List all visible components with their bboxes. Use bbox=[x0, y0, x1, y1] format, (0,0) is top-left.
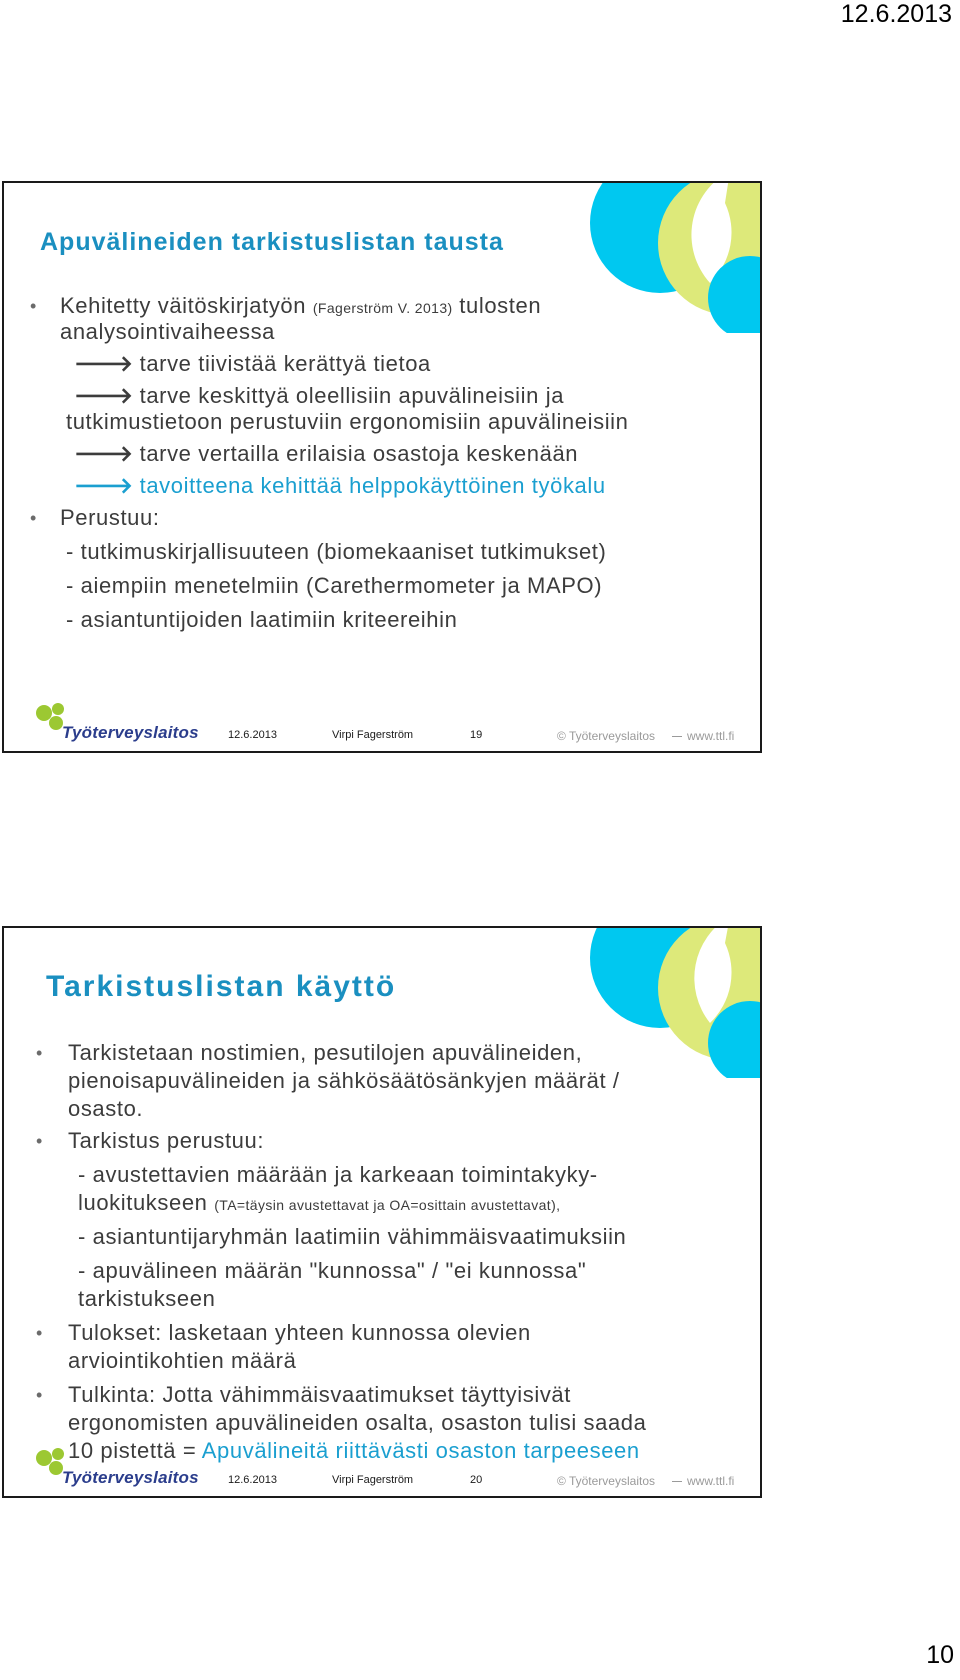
text-line: tarkistukseen bbox=[78, 1286, 216, 1311]
text-line: 10 pistettä = Apuvälineitä riittävästi osaston tarpeeseen bbox=[68, 1438, 640, 1463]
slide-footer bbox=[4, 1446, 760, 1496]
bullet: • bbox=[36, 1043, 43, 1063]
page-number: 10 bbox=[926, 1641, 954, 1669]
slide-footer bbox=[4, 701, 760, 751]
decorative-circles bbox=[590, 928, 760, 1078]
text-line: Tarkistetaan nostimien, pesutilojen apuvälineiden, bbox=[68, 1040, 583, 1065]
bullet: • bbox=[36, 1385, 43, 1405]
footer-copyright: © Työterveyslaitos bbox=[557, 729, 655, 743]
slide-title: Apuvälineiden tarkistuslistan tausta bbox=[40, 228, 504, 256]
footer-author: Virpi Fagerström bbox=[332, 1474, 414, 1486]
arrow-right-icon: 🡒 bbox=[74, 441, 134, 466]
footer-separator bbox=[672, 1481, 682, 1482]
arrow-right-icon: 🡒 bbox=[74, 473, 134, 498]
text-line: 🡒 tavoitteena kehittää helppokäyttöinen työkalu bbox=[74, 473, 606, 498]
text-line: tutkimustietoon perustuviin ergonomisiin apuvälineisiin bbox=[66, 409, 629, 434]
bullet: • bbox=[30, 296, 37, 316]
text-line: luokitukseen (TA=täysin avustettavat ja OA=osittain avustettavat), bbox=[78, 1190, 561, 1215]
arrow-right-icon: 🡒 bbox=[74, 383, 134, 408]
footer-url: www.ttl.fi bbox=[687, 729, 735, 743]
slide-title: Tarkistuslistan käyttö bbox=[46, 970, 397, 1003]
ttl-logo: Työterveyslaitos bbox=[34, 701, 184, 747]
arrow-right-icon: 🡒 bbox=[74, 351, 134, 376]
text-line: 🡒 tarve tiivistää kerättyä tietoa bbox=[74, 351, 431, 376]
text-line: 🡒 tarve vertailla erilaisia osastoja keskenään bbox=[74, 441, 579, 466]
text-line: Kehitetty väitöskirjatyön (Fagerström V. 2013) tulosten bbox=[60, 293, 542, 318]
bullet: • bbox=[36, 1323, 43, 1343]
footer-author: Virpi Fagerström bbox=[332, 729, 414, 741]
text-line: Tarkistus perustuu: bbox=[68, 1128, 265, 1153]
text-line: - aiempiin menetelmiin (Carethermometer ja MAPO) bbox=[66, 573, 603, 598]
bullet: • bbox=[30, 508, 37, 528]
decorative-circles bbox=[590, 183, 760, 333]
text-line: Tulkinta: Jotta vähimmäisvaatimukset täyttyisivät bbox=[68, 1382, 571, 1407]
text-line: ergonomisten apuvälineiden osalta, osaston tulisi saada bbox=[68, 1410, 647, 1435]
text-line: - apuvälineen määrän "kunnossa" / "ei kunnossa" bbox=[78, 1258, 587, 1283]
text-line: pienoisapuvälineiden ja sähkösäätösänkyjen määrät / bbox=[68, 1068, 620, 1093]
footer-copyright: © Työterveyslaitos bbox=[557, 1474, 655, 1488]
page-date: 12.6.2013 bbox=[840, 0, 952, 28]
text-line: - asiantuntijoiden laatimiin kriteereihin bbox=[66, 607, 458, 632]
text-line: - avustettavien määrään ja karkeaan toimintakyky- bbox=[78, 1162, 598, 1187]
text-line: Perustuu: bbox=[60, 505, 160, 530]
footer-date: 12.6.2013 bbox=[228, 729, 277, 741]
footer-separator bbox=[672, 736, 682, 737]
text-line: arviointikohtien määrä bbox=[68, 1348, 297, 1373]
footer-page-number: 19 bbox=[470, 729, 483, 741]
text-line: osasto. bbox=[68, 1096, 144, 1121]
ttl-logo: Työterveyslaitos bbox=[34, 1446, 184, 1492]
bullet: • bbox=[36, 1131, 43, 1151]
text-line: - tutkimuskirjallisuuteen (biomekaaniset tutkimukset) bbox=[66, 539, 607, 564]
footer-url: www.ttl.fi bbox=[687, 1474, 735, 1488]
footer-page-number: 20 bbox=[470, 1474, 483, 1486]
text-line: analysointivaiheessa bbox=[60, 319, 276, 344]
text-line: Tulokset: lasketaan yhteen kunnossa olevien bbox=[68, 1320, 531, 1345]
text-line: - asiantuntijaryhmän laatimiin vähimmäisvaatimuksiin bbox=[78, 1224, 627, 1249]
slide-19 bbox=[2, 181, 762, 753]
text-line: 🡒 tarve keskittyä oleellisiin apuvälineisiin ja bbox=[74, 383, 565, 408]
slide-20 bbox=[2, 926, 762, 1498]
footer-date: 12.6.2013 bbox=[228, 1474, 277, 1486]
